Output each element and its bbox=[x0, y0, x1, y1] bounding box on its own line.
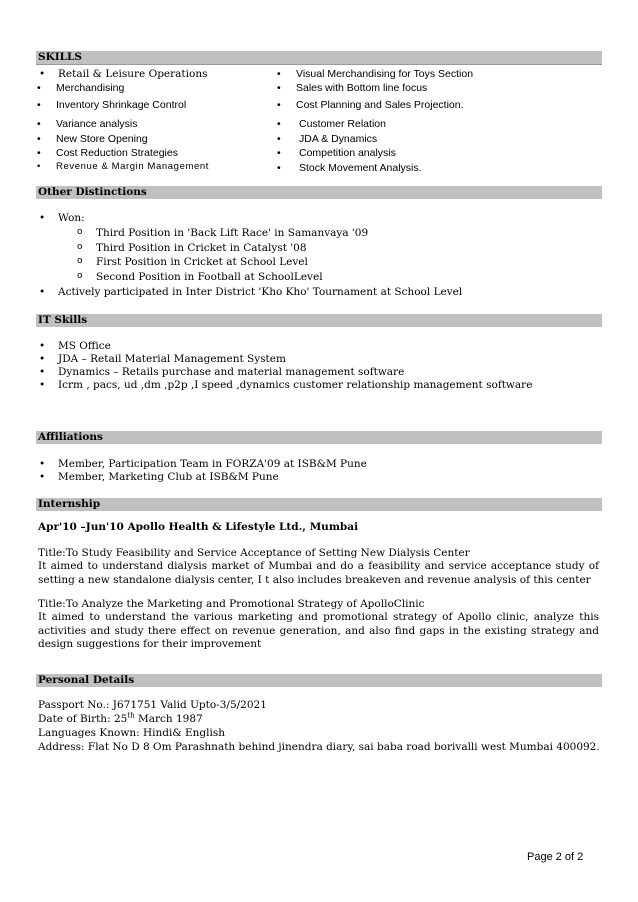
page-number: Page 2 of 2 bbox=[527, 851, 584, 863]
skills-heading: SKILLS bbox=[36, 51, 602, 64]
won-item: o Third Position in 'Back Lift Race' in Samanvaya '09 bbox=[77, 227, 369, 239]
it-skill-item: • Icrm , pacs, ud ,dm ,p2p ,I speed ,dynamics customer relationship management software bbox=[39, 379, 533, 391]
skill-left-item: • New Store Opening bbox=[37, 133, 148, 145]
it-skill-item: • JDA – Retail Material Management System bbox=[39, 353, 286, 365]
passport-info: Passport No.: J671751 Valid Upto-3/5/2021 bbox=[38, 699, 267, 711]
internship-heading: Internship bbox=[36, 498, 602, 511]
skill-left-item: • Merchandising bbox=[37, 82, 125, 94]
address: Address: Flat No D 8 Om Parashnath behind jinendra diary, sai baba road borivalli west Mumbai 400092. bbox=[38, 741, 600, 753]
skill-left-item: • Revenue & Margin Management bbox=[37, 161, 209, 172]
project2-description: It aimed to understand the various marketing and promotional strategy of Apollo clinic, analyze this activities and study there effect on revenue generation, and also find gaps in the existing strategy and design suggestions for their improvement bbox=[38, 611, 599, 650]
won-item: o Second Position in Football at SchoolLevel bbox=[77, 271, 323, 283]
skill-left-item: • Inventory Shrinkage Control bbox=[37, 99, 187, 111]
skill-right-item: • Competition analysis bbox=[277, 147, 396, 159]
it-skill-item: • MS Office bbox=[39, 340, 111, 352]
it-skills-heading: IT Skills bbox=[36, 314, 602, 327]
it-skill-item: • Dynamics – Retails purchase and material management software bbox=[39, 366, 405, 378]
internship-title: Apr'10 –Jun'10 Apollo Health & Lifestyle Ltd., Mumbai bbox=[38, 521, 359, 533]
skill-right-item: • Cost Planning and Sales Projection. bbox=[277, 99, 464, 111]
languages-known: Languages Known: Hindi& English bbox=[38, 727, 226, 739]
affiliations-heading: Affiliations bbox=[36, 431, 602, 444]
date-of-birth: Date of Birth: 25th March 1987 bbox=[38, 711, 203, 725]
won-label: • Won: bbox=[39, 212, 85, 224]
skills-rule bbox=[36, 64, 602, 65]
project1-description: It aimed to understand dialysis market of Mumbai and do a feasibility and service acceptance study of setting a new standalone dialysis center, I t also includes breakeven and revenue analysis of this center bbox=[38, 560, 599, 586]
skill-right-item: • Sales with Bottom line focus bbox=[277, 82, 428, 94]
won-item: o First Position in Cricket at School Level bbox=[77, 256, 308, 268]
project2-title: Title:To Analyze the Marketing and Promotional Strategy of ApolloClinic bbox=[38, 598, 425, 610]
distinctions-heading: Other Distinctions bbox=[36, 186, 602, 199]
skill-left-item: • Cost Reduction Strategies bbox=[37, 147, 178, 159]
affiliation-item: • Member, Participation Team in FORZA'09 at ISB&M Pune bbox=[39, 458, 367, 470]
personal-heading: Personal Details bbox=[36, 674, 602, 687]
affiliation-item: • Member, Marketing Club at ISB&M Pune bbox=[39, 471, 279, 483]
skill-right-item: • Stock Movement Analysis. bbox=[277, 162, 422, 174]
skill-right-item: • Customer Relation bbox=[277, 118, 386, 130]
participation-item: • Actively participated in Inter District 'Kho Kho' Tournament at School Level bbox=[39, 286, 463, 298]
skill-right-item: • JDA & Dynamics bbox=[277, 133, 378, 145]
skill-right-item: • Visual Merchandising for Toys Section bbox=[277, 68, 474, 80]
project1-title: Title:To Study Feasibility and Service Acceptance of Setting New Dialysis Center bbox=[38, 547, 470, 559]
skill-left-item: • Retail & Leisure Operations bbox=[39, 68, 208, 80]
won-item: o Third Position in Cricket in Catalyst '08 bbox=[77, 242, 307, 254]
skill-left-item: • Variance analysis bbox=[37, 118, 138, 130]
